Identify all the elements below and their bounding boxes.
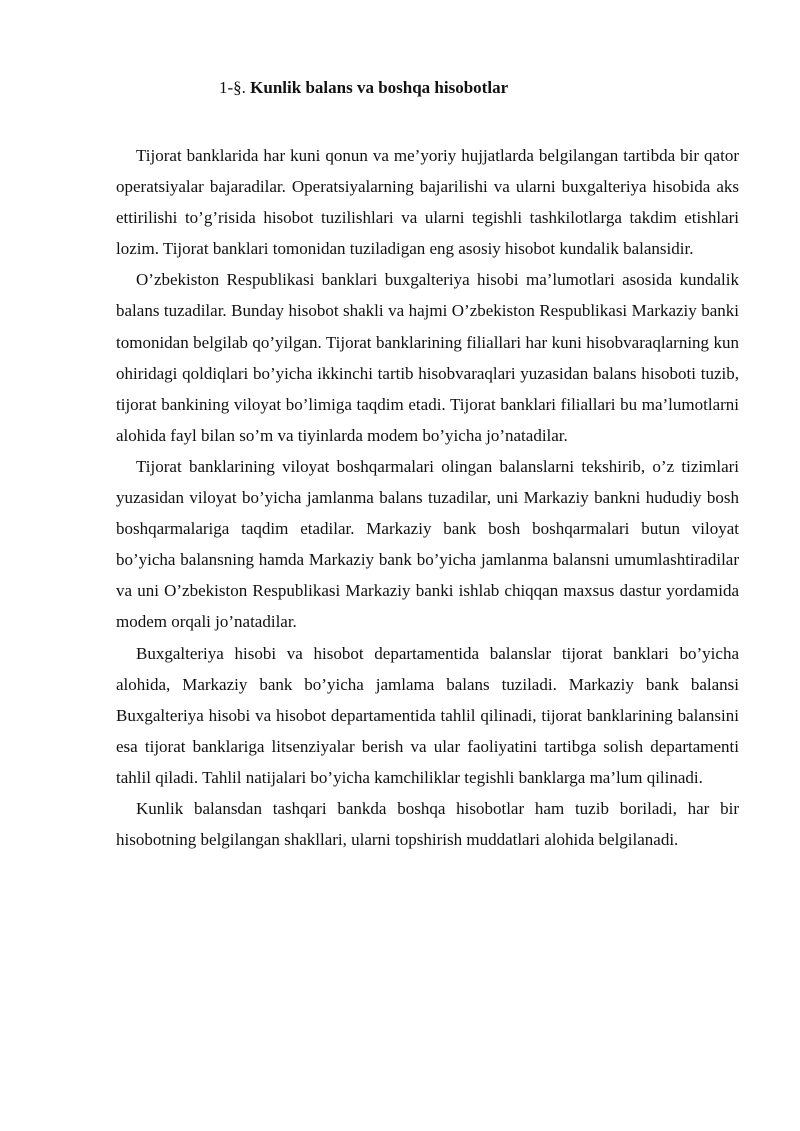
body-text [116,140,739,855]
paragraph-5: Kunlik balansdan tashqari bankda boshqa hisobotlar ham tuzib boriladi, har bir hisobotning belgilangan shakllari, ularni topshirish muddatlari alohida belgilanadi. [116,798,739,850]
section-heading [219,76,508,100]
section-title: Kunlik balans va boshqa hisobotlar [245,78,509,97]
paragraph-2: O’zbekiston Respublikasi banklari buxgalteriya hisobi ma’lumotlari asosida kundalik balans tuzadilar. Bunday hisobot shakli va hajmi O’zbekiston Respublikasi Markaziy banki tomonidan belgilab qo’yilgan. Tijorat banklarining filiallari har kuni hisobvaraqlarning kun ohiridagi qoldiqlari bo’yicha ikkinchi tartib hisobvaraqlari yuzasidan balans hisoboti tuzib, tijorat bankining viloyat bo’limiga taqdim etadi. Tijorat banklari filiallari bu ma’lumotlarni alohida fayl bilan so’m va tiyinlarda modem bo’yicha jo’natadilar. [116,270,739,445]
section-number: 1-§. [219,78,246,97]
paragraph-4: Buxgalteriya hisobi va hisobot departamentida balanslar tijorat banklari bo’yicha alohida, Markaziy bank bo’yicha jamlama balans tuziladi. Markaziy bank balansi Buxgalteriya hisobi va hisobot departamentida tahlil qilinadi, tijorat banklarining balansini esa tijorat banklariga litsenziyalar berish va ular faoliyatini tartibga solish departamenti tahlil qiladi. Tahlil natijalari bo’yicha kamchiliklar tegishli banklarga ma’lum qilinadi. [116,643,739,787]
paragraph-3: Tijorat banklarining viloyat boshqarmalari olingan balanslarni tekshirib, o’z tizimlari yuzasidan viloyat bo’yicha jamlanma balans tuzadilar, uni Markaziy bankni hududiy bosh boshqarmalariga taqdim etadilar. Markaziy bank bosh boshqarmalari butun viloyat bo’yicha balansning hamda Markaziy bank bo’yicha jamlanma balansni umumlashtiradilar va uni O’zbekiston Respublikasi Markaziy banki ishlab chiqqan maxsus dastur yordamida modem orqali jo’natadilar. [116,456,739,632]
paragraph-1: Tijorat banklarida har kuni qonun va me’yoriy hujjatlarda belgilangan tartibda bir qator operatsiyalar bajaradilar. Operatsiyalarning bajarilishi va ularni buxgalteriya hisobida aks ettirilishi to’g’risida hisobot tuzilishlari va ularni tegishli tashkilotlarga takdim etishlari lozim. Tijorat banklari tomonidan tuziladigan eng asosiy hisobot kundalik balansidir. [116,146,739,259]
